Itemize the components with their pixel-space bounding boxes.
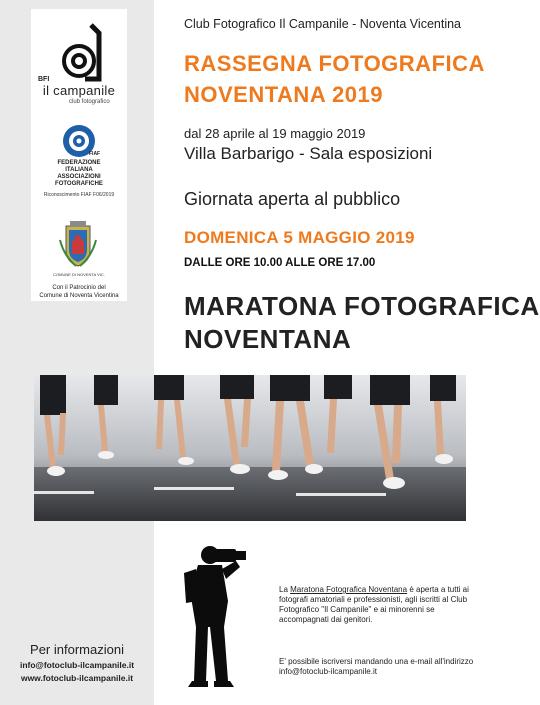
club-logo-name: il campanile — [42, 83, 116, 98]
fiaf-line: ITALIANA — [65, 167, 93, 173]
event-venue: Villa Barbarigo - Sala esposizioni — [184, 144, 433, 163]
logo-box — [31, 9, 127, 301]
open-day-date: DOMENICA 5 MAGGIO 2019 — [184, 228, 415, 247]
description-prefix: La — [279, 585, 291, 594]
rassegna-title — [184, 48, 485, 110]
open-day-hours: DALLE ORE 10.00 ALLE ORE 17.00 — [184, 257, 376, 269]
patrocinio-text — [31, 284, 127, 300]
campanile-logo-icon — [51, 23, 111, 83]
maratona-description — [279, 585, 479, 625]
open-day-heading: Giornata aperta al pubblico — [184, 189, 401, 209]
fiaf-name — [31, 160, 127, 188]
patrocinio-line: Comune di Noventa Vicentina — [39, 293, 119, 299]
fiaf-line: FEDERAZIONE — [57, 160, 101, 166]
crest-label: COMUNE DI NOVENTA VIC. — [53, 272, 105, 277]
fiaf-line: ASSOCIAZIONI — [57, 174, 101, 180]
rassegna-line: NOVENTANA 2019 — [184, 82, 383, 107]
bfi-badge: BFI — [38, 76, 50, 83]
maratona-line: NOVENTANA — [184, 324, 352, 354]
description-rest: è aperta a tutti ai fotografi amatoriali e professionisti, agli iscritti al Club Fotografico "Il Campanile" e ai minorenni se accompagnati dai genitori. — [279, 585, 469, 624]
left-panel — [0, 0, 154, 705]
signup-info: E' possibile iscriversi mandando una e-mail all'indirizzo info@fotoclub-ilcampanile.it — [279, 657, 474, 676]
info-block — [0, 642, 154, 683]
info-title: Per informazioni — [30, 642, 124, 657]
maratona-line: MARATONA FOTOGRAFICA — [184, 291, 540, 321]
event-dates: dal 28 aprile al 19 maggio 2019 — [184, 126, 366, 141]
info-email-link[interactable]: info@fotoclub-ilcampanile.it — [19, 660, 135, 670]
patrocinio-line: Con il Patrocinio del — [52, 285, 106, 291]
fiaf-badge: FIAF — [89, 151, 101, 157]
runners-photo — [34, 375, 466, 521]
fiaf-recognition: Riconoscimento FIAF F06/2019 — [43, 192, 115, 198]
photographer-silhouette-icon — [180, 541, 260, 691]
club-logo-sub: club fotografico — [69, 99, 110, 105]
fiaf-line: FOTOGRAFICHE — [55, 181, 103, 187]
club-line: Club Fotografico Il Campanile - Noventa Vicentina — [184, 17, 461, 31]
comune-crest-icon — [58, 220, 98, 270]
info-website-link[interactable]: www.fotoclub-ilcampanile.it — [20, 673, 134, 683]
maratona-link[interactable]: Maratona Fotografica Noventana — [290, 585, 408, 594]
rassegna-line: RASSEGNA FOTOGRAFICA — [184, 51, 485, 76]
maratona-title — [184, 290, 540, 356]
